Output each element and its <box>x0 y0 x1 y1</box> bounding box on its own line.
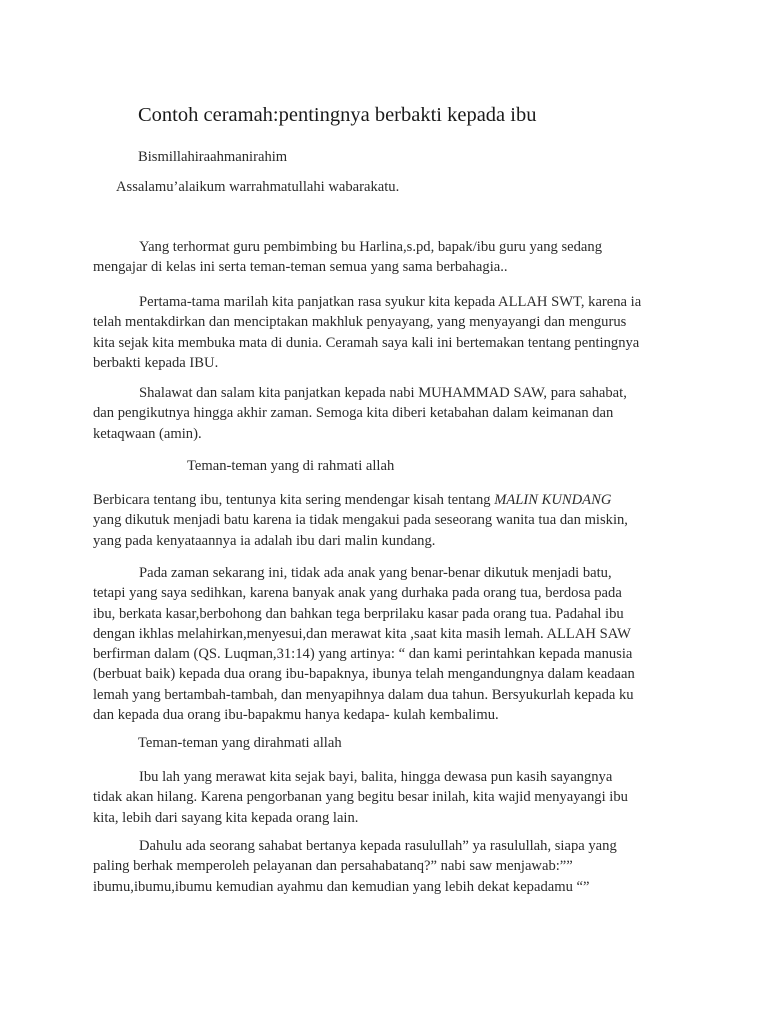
paragraph-6 <box>93 767 683 828</box>
paragraph-line: Dahulu ada seorang sahabat bertanya kepada rasulullah” ya rasulullah, siapa yang <box>139 838 617 854</box>
paragraph-line: mengajar di kelas ini serta teman-teman semua yang sama berbahagia.. <box>93 259 508 276</box>
paragraph-line: tetapi yang saya sedihkan, karena banyak anak yang durhaka pada orang tua, berdosa pada <box>93 585 622 602</box>
paragraph-line: kita, lebih dari sayang kita kepada orang lain. <box>93 809 359 826</box>
paragraph-line: (berbuat baik) kepada dua orang ibu-bapaknya, ibunya telah mengandungnya dalam keadaan <box>93 666 635 683</box>
paragraph-line: telah mentakdirkan dan menciptakan makhluk penyayang, yang menyayangi dan mengurus <box>93 314 627 331</box>
paragraph-line: berfirman dalam (QS. Luqman,31:14) yang artinya: “ dan kami perintahkan kepada manusia <box>93 646 633 663</box>
section-heading-2: Teman-teman yang dirahmati allah <box>138 735 342 751</box>
paragraph-line: Pertama-tama marilah kita panjatkan rasa syukur kita kepada ALLAH SWT, karena ia <box>139 294 642 310</box>
paragraph-line: Ibu lah yang merawat kita sejak bayi, balita, hingga dewasa pun kasih sayangnya <box>139 769 613 785</box>
paragraph-line: Yang terhormat guru pembimbing bu Harlina,s.pd, bapak/ibu guru yang sedang <box>139 239 603 255</box>
paragraph-line: ibu, berkata kasar,berbohong dan bahkan tega berprilaku kasar pada orang tua. Padahal ibu <box>93 605 624 622</box>
paragraph-line: dengan ikhlas melahirkan,menyesui,dan merawat kita ,saat kita masih lemah. ALLAH SAW <box>93 625 631 642</box>
paragraph-line: Shalawat dan salam kita panjatkan kepada nabi MUHAMMAD SAW, para sahabat, <box>139 385 627 401</box>
paragraph-line: dan pengikutnya hingga akhir zaman. Semoga kita diberi ketabahan dalam keimanan dan <box>93 405 614 422</box>
greeting-line: Assalamu’alaikum warrahmatullahi wabarakatu. <box>116 179 400 195</box>
paragraph-text: Berbicara tentang ibu, tentunya kita sering mendengar kisah tentang <box>93 492 495 508</box>
malin-kundang-emphasis: MALIN KUNDANG <box>494 492 612 508</box>
paragraph-line <box>93 490 683 510</box>
paragraph-3 <box>93 383 683 444</box>
opening-line: Bismillahiraahmanirahim <box>138 149 288 165</box>
paragraph-line: lemah yang bertambah-tambah, dan menyapihnya dalam dua tahun. Bersyukurlah kepada ku <box>93 686 634 703</box>
paragraph-line: yang pada kenyataannya ia adalah ibu dari malin kundang. <box>93 532 436 549</box>
paragraph-1 <box>93 237 683 278</box>
paragraph-line: yang dikutuk menjadi batu karena ia tidak mengakui pada seseorang wanita tua dan miskin, <box>93 512 628 529</box>
paragraph-line: ibumu,ibumu,ibumu kemudian ayahmu dan kemudian yang lebih dekat kepadamu “” <box>93 878 590 895</box>
section-heading-1: Teman-teman yang di rahmati allah <box>187 458 395 474</box>
paragraph-line: berbakti kepada IBU. <box>93 354 219 371</box>
paragraph-2 <box>93 292 683 373</box>
paragraph-line: tidak akan hilang. Karena pengorbanan yang begitu besar inilah, kita wajid menyayangi ibu <box>93 789 628 806</box>
paragraph-line: kita sejak kita membuka mata di dunia. Ceramah saya kali ini bertemakan tentang pentingnya <box>93 334 640 351</box>
paragraph-line: dan kepada dua orang ibu-bapakmu hanya kedapa- kulah kembalimu. <box>93 707 499 724</box>
paragraph-line: Pada zaman sekarang ini, tidak ada anak yang benar-benar dikutuk menjadi batu, <box>139 565 612 581</box>
paragraph-5 <box>93 563 683 725</box>
paragraph-7 <box>93 836 683 897</box>
paragraph-4 <box>93 490 683 551</box>
paragraph-line: ketaqwaan (amin). <box>93 425 202 442</box>
document-title: Contoh ceramah:pentingnya berbakti kepada ibu <box>138 104 537 126</box>
paragraph-line: paling berhak memperoleh pelayanan dan persahabatanq?” nabi saw menjawab:”” <box>93 858 573 875</box>
